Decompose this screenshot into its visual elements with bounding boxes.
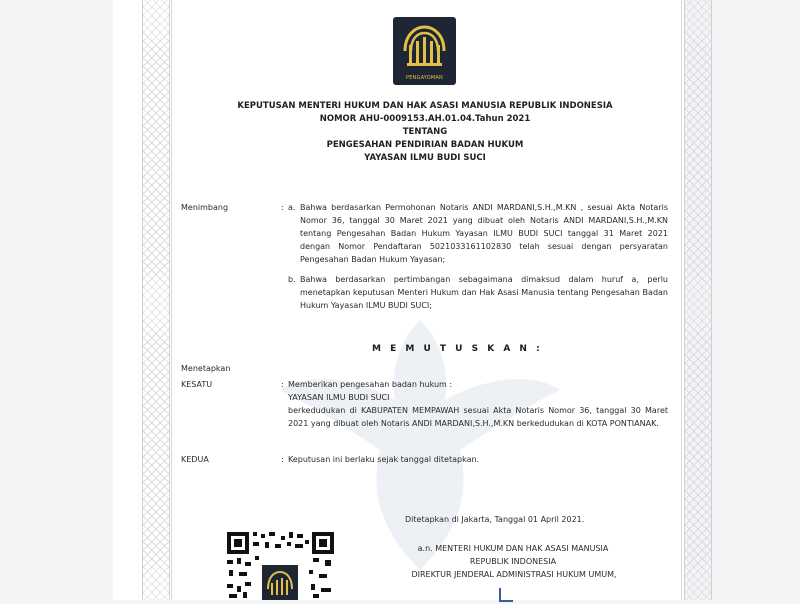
foundation-name-title: YAYASAN ILMU BUDI SUCI (364, 153, 486, 163)
decree-number: NOMOR AHU-0009153.AH.01.04.Tahun 2021 (319, 114, 531, 124)
clause-a-marker: a. (288, 203, 296, 212)
right-inner-rule (681, 0, 682, 600)
decree-title: KEPUTUSAN MENTERI HUKUM DAN HAK ASASI MANUSIA REPUBLIK INDONESIA (237, 101, 613, 111)
clause-b-marker: b. (288, 275, 296, 284)
signature-on-behalf: a.n. MENTERI HUKUM DAN HAK ASASI MANUSIA (417, 544, 609, 553)
clause-a-text: Bahwa berdasarkan Permohonan Notaris ANDI MARDANI,S.H.,M.KN , sesuai Akta Notaris Nomor 36, tanggal 30 Maret 2021 yang dibuat oleh Notaris ANDI MARDANI,S.H.,M.KN tentang Pengesahan Badan Hukum Yayasan ILMU BUDI SUCI tanggal 31 Maret 2021 dengan Nomor Pendaftaran 5021033161102830 telah sesuai dengan persyaratan Pengesahan Badan Hukum Yayasan; (300, 203, 668, 264)
ministry-logo (393, 17, 456, 85)
decision-heading: M E M U T U S K A N : (372, 344, 543, 354)
kesatu-label: KESATU (181, 380, 213, 389)
decree-subject: PENGESAHAN PENDIRIAN BADAN HUKUM (326, 140, 524, 150)
signature-country: REPUBLIK INDONESIA (469, 557, 557, 566)
signature-director-title: DIREKTUR JENDERAL ADMINISTRASI HUKUM UMUM, (411, 570, 617, 579)
qr-center-logo-icon (262, 565, 298, 600)
signature-place-date: Ditetapkan di Jakarta, Tanggal 01 April 2021. (405, 515, 585, 524)
menimbang-label: Menimbang (181, 203, 229, 212)
kesatu-line-1: Memberikan pengesahan badan hukum : (288, 380, 453, 389)
kedua-label: KEDUA (181, 455, 209, 464)
decorative-right-border (684, 0, 712, 600)
kedua-text: Keputusan ini berlaku sejak tanggal ditetapkan. (288, 455, 480, 464)
kedua-colon: : (281, 455, 284, 464)
kesatu-colon: : (281, 380, 284, 389)
pengayoman-tree-icon (399, 21, 450, 67)
kesatu-domicile-text: berkedudukan di KABUPATEN MEMPAWAH sesuai Akta Notaris Nomor 36, tanggal 30 Maret 2021 yang dibuat oleh Notaris ANDI MARDANI,S.H.,M.KN berkedudukan di KOTA PONTIANAK. (288, 406, 668, 428)
left-inner-rule (171, 0, 172, 600)
logo-caption: PENGAYOMAN (405, 75, 443, 81)
kesatu-foundation-name: YAYASAN ILMU BUDI SUCI (288, 393, 390, 402)
menimbang-colon: : (281, 203, 284, 212)
clause-b-text: Bahwa berdasarkan pertimbangan sebagaimana dimaksud dalam huruf a, perlu menetapkan keputusan Menteri Hukum dan Hak Asasi Manusia tentang Pengesahan Badan Hukum Yayasan ILMU BUDI SUCI; (300, 275, 668, 310)
menetapkan-label: Menetapkan (181, 364, 231, 373)
decree-about: TENTANG (402, 127, 448, 137)
decorative-left-border (142, 0, 170, 600)
